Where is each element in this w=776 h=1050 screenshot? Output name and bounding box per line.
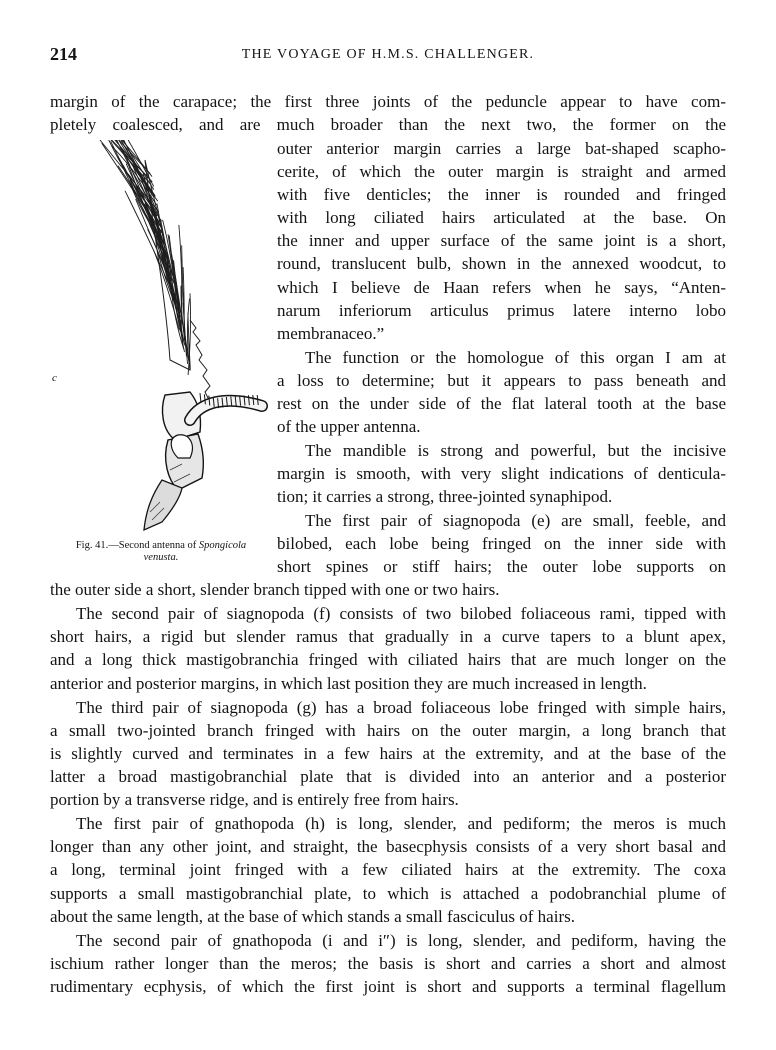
text-line: margin is smooth, with very slight indications of denticula- — [277, 464, 726, 483]
text-line: short hairs, a rigid but slender ramus that gradually in a curve tapers to a blunt apex, — [50, 627, 726, 646]
text-line: The mandible is strong and powerful, but the incisive — [305, 441, 726, 460]
caption-species-name: venusta. — [143, 552, 179, 563]
text-line: which I believe de Haan refers when he says, “Anten- — [277, 278, 726, 297]
running-head: THE VOYAGE OF H.M.S. CHALLENGER. — [241, 47, 535, 62]
text-line: The second pair of siagnopoda (f) consists of two bilobed foliaceous rami, tipped with — [76, 604, 726, 623]
text-line: with five denticles; the inner is rounded and fringed — [277, 185, 726, 204]
text-line: rudimentary ecphysis, of which the first joint is short and supports a terminal flagellum — [50, 977, 726, 996]
text-line: the inner and upper surface of the same joint is a short, — [277, 231, 726, 250]
text-line: portion by a transverse ridge, and is entirely free from hairs. — [50, 790, 459, 809]
text-line: ischium rather longer than the meros; the basis is short and carries a short and almost — [50, 954, 726, 973]
text-line: a loss to determine; but it appears to pass beneath and — [277, 371, 726, 390]
text-line: outer anterior margin carries a large bat-shaped scapho- — [277, 139, 726, 158]
text-line: round, translucent bulb, shown in the annexed woodcut, to — [277, 254, 726, 273]
antenna-illustration — [50, 140, 270, 550]
text-line: about the same length, at the base of which stands a small fasciculus of hairs. — [50, 907, 575, 926]
text-line: The first pair of siagnopoda (e) are small, feeble, and — [305, 511, 726, 530]
flagellum-ring — [200, 393, 201, 403]
text-line: supports a small mastigobranchial plate, to which is attached a podobranchial plume of — [50, 884, 726, 903]
text-line: is slightly curved and terminates in a few hairs at the extremity, and at the base of the — [50, 744, 726, 763]
text-line: pletely coalesced, and are much broader than the next two, the former on the — [50, 115, 726, 134]
text-line: and a long thick mastigobranchia fringed with ciliated hairs that are much longer on the — [50, 650, 726, 669]
page-header — [50, 44, 726, 68]
text-line: the outer side a short, slender branch tipped with one or two hairs. — [50, 580, 500, 599]
text-line: with long ciliated hairs articulated at the base. On — [277, 208, 726, 227]
text-line: latter a broad mastigobranchial plate that is divided into an anterior and a posterior — [50, 767, 726, 786]
text-line: narum inferiorum articulus primus latere interno lobo — [277, 301, 726, 320]
text-line: membranaceo.” — [277, 324, 385, 343]
figure-caption — [50, 540, 272, 564]
text-line: The function or the homologue of this organ I am at — [305, 348, 726, 367]
text-line: The second pair of gnathopoda (i and i″) is long, slender, and pediform, having the — [76, 931, 726, 950]
text-line: anterior and posterior margins, in which last position they are much increased in length. — [50, 674, 647, 693]
text-line: The first pair of gnathopoda (h) is long, slender, and pediform; the meros is much — [76, 814, 726, 833]
text-line: The third pair of siagnopoda (g) has a broad foliaceous lobe fringed with simple hairs, — [76, 698, 726, 717]
text-line: bilobed, each lobe being fringed on the inner side with — [277, 534, 726, 553]
page-number: 214 — [50, 44, 77, 64]
text-line: cerite, of which the outer margin is straight and armed — [277, 162, 726, 181]
text-line: tion; it carries a strong, three-jointed synaphipod. — [277, 487, 613, 506]
text-line: a small two-jointed branch fringed with hairs on the outer margin, a long branch that — [50, 721, 726, 740]
text-line: of the upper antenna. — [277, 417, 421, 436]
antenna-hair-fringe — [72, 140, 191, 375]
scaphocerite-denticles — [190, 320, 211, 404]
text-line: short spines or stiff hairs; the outer lobe supports on — [277, 557, 726, 576]
text-line: rest on the under side of the flat lateral tooth at the base — [277, 394, 726, 413]
caption-species-genus: Spongicola — [198, 540, 247, 551]
figure-label-c: c — [52, 372, 57, 384]
text-line: margin of the carapace; the first three joints of the peduncle appear to have com- — [50, 92, 726, 111]
text-line: a long, terminal joint fringed with a few ciliated hairs at the extremity. The coxa — [50, 860, 726, 879]
caption-prefix: Fig. 41.—Second antenna of — [75, 540, 197, 551]
translucent-bulb — [171, 435, 192, 458]
peduncle-base — [144, 480, 182, 530]
text-line: longer than any other joint, and straight, the basecphysis consists of a very short basal and — [50, 837, 726, 856]
